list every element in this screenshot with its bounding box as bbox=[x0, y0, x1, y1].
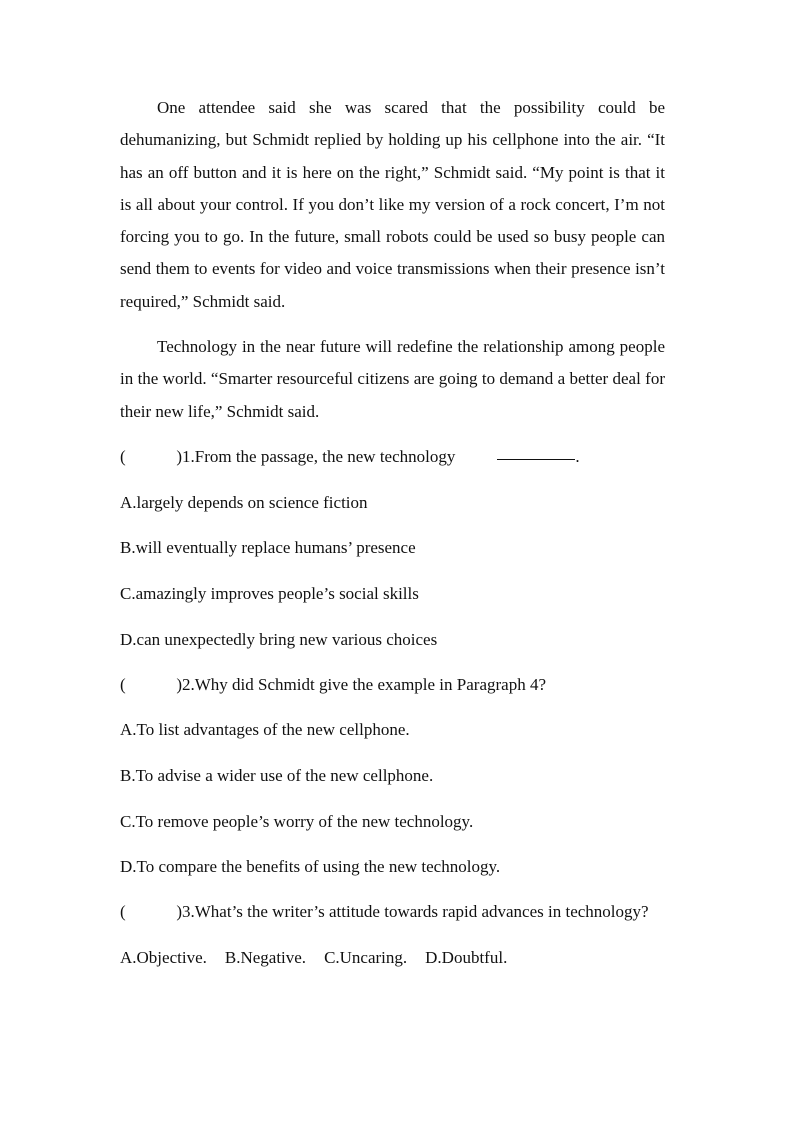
option-a: A.To list advantages of the new cellphone. bbox=[120, 720, 410, 740]
question-2 bbox=[120, 669, 665, 884]
paren-close: ) bbox=[176, 902, 182, 922]
question-2-stem bbox=[120, 669, 665, 701]
paren-open: ( bbox=[120, 902, 126, 922]
answer-bracket[interactable] bbox=[120, 441, 182, 473]
option-c: C.amazingly improves people’s social skills bbox=[120, 584, 419, 604]
question-1-period: . bbox=[575, 446, 580, 466]
paren-open: ( bbox=[120, 674, 126, 694]
question-2-text: 2.Why did Schmidt give the example in Paragraph 4? bbox=[182, 674, 546, 694]
option-d: D.can unexpectedly bring new various choices bbox=[120, 629, 438, 649]
question-3 bbox=[120, 896, 665, 974]
option-c: C.Uncaring. bbox=[324, 948, 408, 968]
option-d: D.To compare the benefits of using the new technology. bbox=[120, 857, 501, 877]
paren-open: ( bbox=[120, 446, 126, 466]
option-b: B.Negative. bbox=[224, 948, 307, 968]
question-1 bbox=[120, 441, 665, 656]
option-d: D.Doubtful. bbox=[425, 948, 508, 968]
question-3-stem bbox=[120, 896, 665, 928]
question-1-stem bbox=[120, 441, 665, 473]
option-b: B.will eventually replace humans’ presence bbox=[120, 538, 416, 558]
answer-bracket[interactable] bbox=[120, 669, 182, 701]
question-1-text: 1.From the passage, the new technology bbox=[182, 446, 456, 466]
document-content bbox=[120, 92, 665, 974]
paren-close: ) bbox=[176, 674, 182, 694]
answer-bracket[interactable] bbox=[120, 896, 182, 928]
answer-blank[interactable] bbox=[497, 458, 575, 460]
option-c: C.To remove people’s worry of the new technology. bbox=[120, 811, 474, 831]
paren-close: ) bbox=[176, 446, 182, 466]
option-a: A.Objective. bbox=[120, 948, 207, 968]
option-b: B.To advise a wider use of the new cellphone. bbox=[120, 766, 434, 786]
option-a: A.largely depends on science fiction bbox=[120, 492, 368, 512]
passage-paragraph-2: Technology in the near future will redefine the relationship among people in the world. “Smarter resourceful citizens are going to demand a better deal for their new life,” Schmidt said. bbox=[120, 337, 665, 421]
question-3-options bbox=[120, 942, 665, 974]
passage-paragraph-1: One attendee said she was scared that the possibility could be dehumanizing, but Schmidt replied by holding up his cellphone into the air. “It has an off button and it is here on the right,” Schmidt said. “My point is that it is all about your control. If you don’t like my version of a rock concert, I’m not forcing you to go. In the future, small robots could be used so busy people can send them to events for video and voice transmissions when their presence isn’t required,” Schmidt said. bbox=[120, 98, 665, 311]
question-3-text: 3.What’s the writer’s attitude towards rapid advances in technology? bbox=[182, 902, 649, 922]
